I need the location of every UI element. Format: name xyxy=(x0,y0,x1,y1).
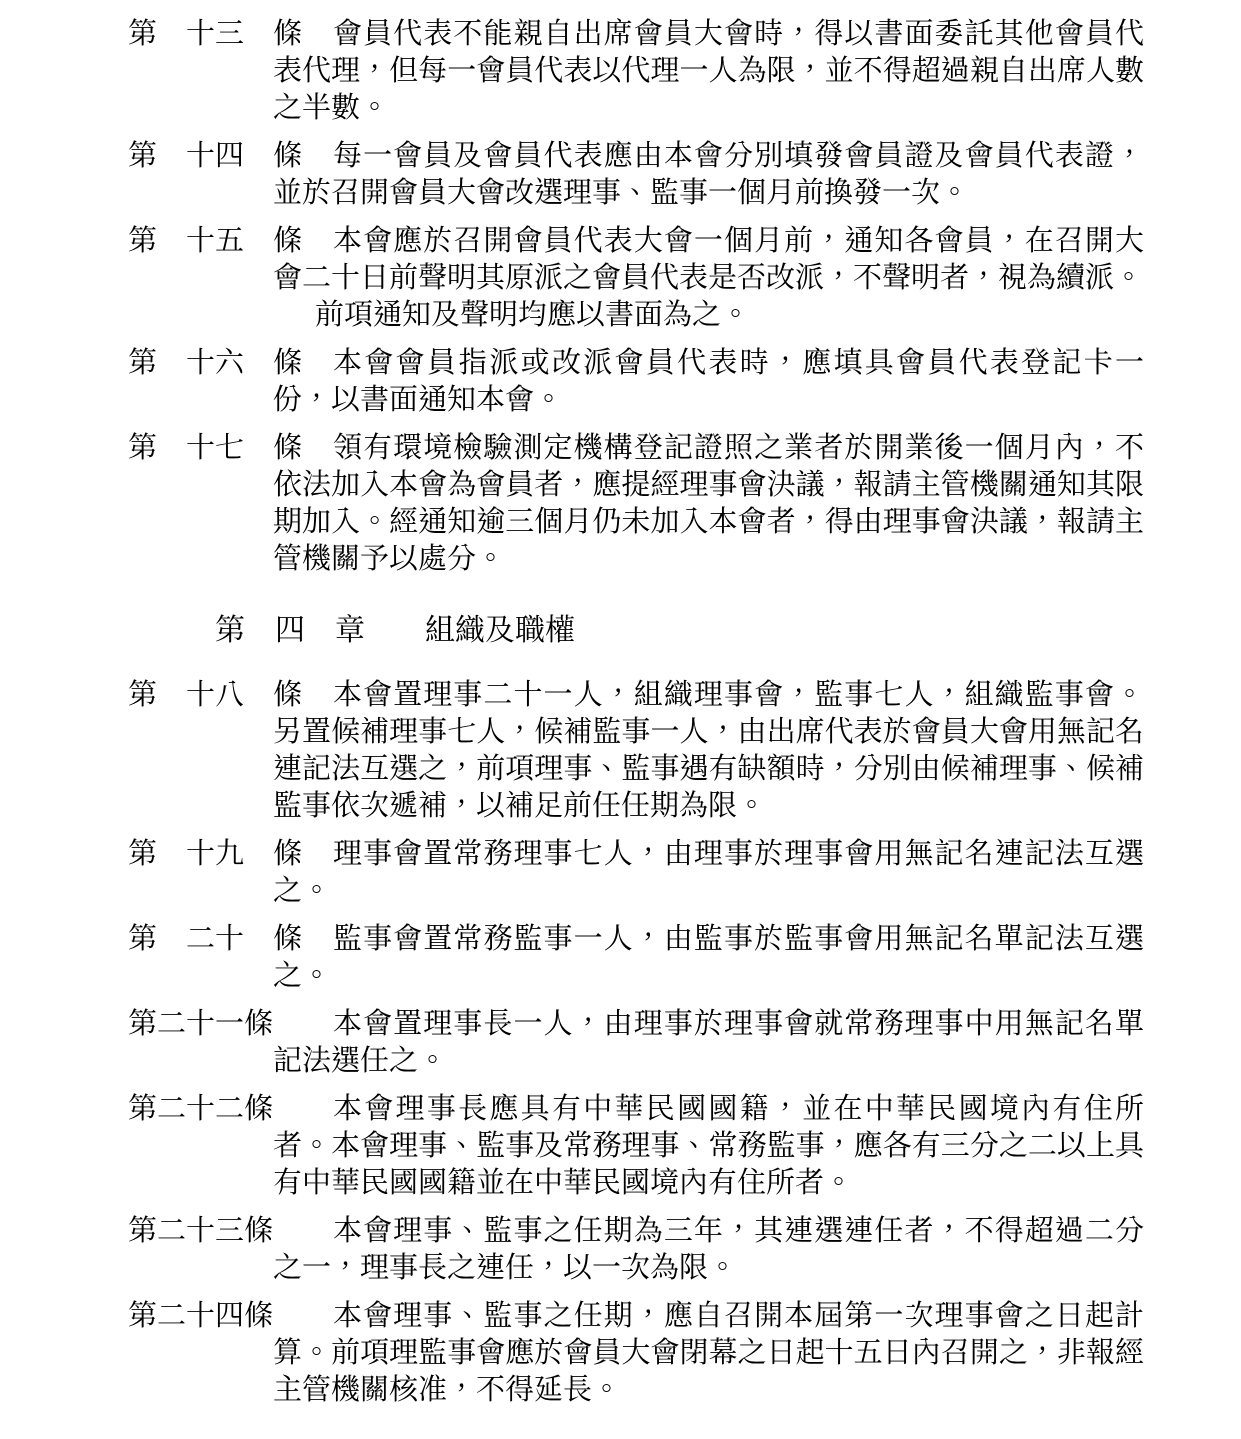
article-paragraphs xyxy=(273,1091,1144,1202)
paragraph: 監事會置常務監事一人，由監事於監事會用無記名單記法互選之。 xyxy=(273,923,1144,992)
paragraph: 本會置理事二十一人，組織理事會，監事七人，組織監事會。另置候補理事七人，候補監事一人，由出席代表於會員大會用無記名連記法互選之，前項理事、監事遇有缺額時，分別由候補理事、候補監事依次遞補，以補足前任任期為限。 xyxy=(273,679,1144,822)
chapter-heading: 第 四 章 組織及職權 xyxy=(215,614,575,647)
article-block xyxy=(128,345,1148,419)
article-number: 第二十二條 xyxy=(128,1093,274,1125)
paragraph: 每一會員及會員代表應由本會分別填發會員證及會員代表證，並於召開會員大會改選理事、監事一個月前換發一次。 xyxy=(273,140,1144,209)
paragraph: 前項通知及聲明均應以書面為之。 xyxy=(315,299,751,331)
article-paragraphs xyxy=(273,16,1144,127)
article-paragraphs xyxy=(273,1213,1144,1287)
article-paragraphs xyxy=(273,1006,1144,1080)
paragraph: 本會理事長應具有中華民國國籍，並在中華民國境內有住所者。本會理事、監事及常務理事、常務監事，應各有三分之二以上具有中華民國國籍並在中華民國境內有住所者。 xyxy=(273,1093,1144,1199)
article-paragraphs xyxy=(273,677,1144,825)
article-paragraphs xyxy=(273,430,1144,578)
article-number: 第二十四條 xyxy=(128,1300,274,1332)
article-paragraphs xyxy=(273,921,1144,995)
article-block xyxy=(128,16,1148,127)
article-paragraphs xyxy=(273,223,1144,334)
article-number: 第二十三條 xyxy=(128,1215,274,1247)
article-number: 第 十八 條 xyxy=(128,679,303,711)
article-number: 第 十三 條 xyxy=(128,18,303,50)
paragraph: 本會理事、監事之任期，應自召開本屆第一次理事會之日起計算。前項理監事會應於會員大會閉幕之日起十五日內召開之，非報經主管機關核准，不得延長。 xyxy=(273,1300,1144,1406)
article-block xyxy=(128,677,1148,825)
paragraph: 本會置理事長一人，由理事於理事會就常務理事中用無記名單記法選任之。 xyxy=(273,1008,1144,1077)
article-paragraphs xyxy=(273,1298,1144,1409)
article-block xyxy=(128,836,1148,910)
article-block xyxy=(128,921,1148,995)
article-number: 第 二十 條 xyxy=(128,923,303,955)
article-number: 第 十四 條 xyxy=(128,140,303,172)
article-block xyxy=(128,138,1148,212)
article-number: 第 十五 條 xyxy=(128,225,303,257)
document-body xyxy=(128,16,1148,1409)
article-number: 第 十九 條 xyxy=(128,838,303,870)
article-block xyxy=(128,1213,1148,1287)
paragraph: 領有環境檢驗測定機構登記證照之業者於開業後一個月內，不依法加入本會為會員者，應提經理事會決議，報請主管機關通知其限期加入。經通知逾三個月仍未加入本會者，得由理事會決議，報請主管機關予以處分。 xyxy=(273,432,1144,575)
paragraph: 會員代表不能親自出席會員大會時，得以書面委託其他會員代表代理，但每一會員代表以代理一人為限，並不得超過親自出席人數之半數。 xyxy=(273,18,1144,124)
article-number: 第 十七 條 xyxy=(128,432,303,464)
article-number: 第二十一條 xyxy=(128,1008,274,1040)
article-block xyxy=(128,1298,1148,1409)
article-block xyxy=(128,430,1148,578)
article-block xyxy=(128,1091,1148,1202)
article-block xyxy=(128,223,1148,334)
article-block xyxy=(128,1006,1148,1080)
article-paragraphs xyxy=(273,345,1144,419)
article-number: 第 十六 條 xyxy=(128,347,303,379)
paragraph: 本會理事、監事之任期為三年，其連選連任者，不得超過二分之一，理事長之連任，以一次為限。 xyxy=(273,1215,1144,1284)
paragraph: 本會應於召開會員代表大會一個月前，通知各會員，在召開大會二十日前聲明其原派之會員代表是否改派，不聲明者，視為續派。 xyxy=(273,225,1144,294)
paragraph: 本會會員指派或改派會員代表時，應填具會員代表登記卡一份，以書面通知本會。 xyxy=(273,347,1144,416)
article-paragraphs xyxy=(273,138,1144,212)
article-paragraphs xyxy=(273,836,1144,910)
paragraph: 理事會置常務理事七人，由理事於理事會用無記名連記法互選之。 xyxy=(273,838,1144,907)
